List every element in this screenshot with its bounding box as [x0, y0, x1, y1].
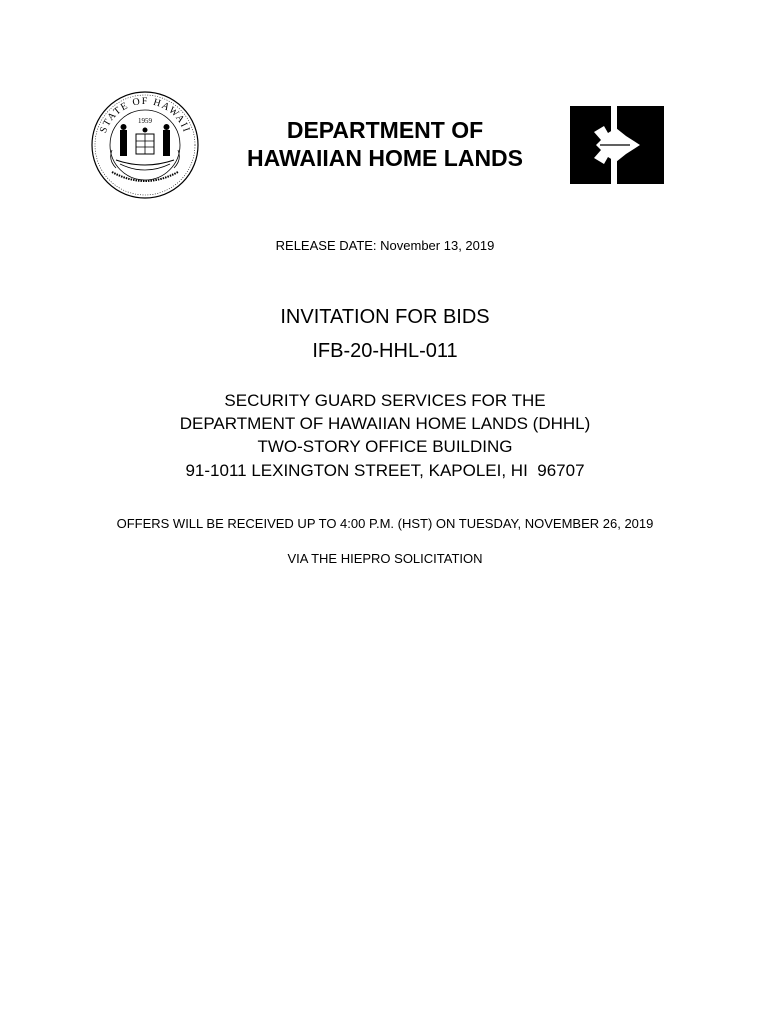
invitation-number: IFB-20-HHL-011 [312, 340, 458, 362]
svg-text:1959: 1959 [138, 117, 152, 125]
release-date: RELEASE DATE: November 13, 2019 [275, 238, 495, 253]
svg-text:STATE OF HAWAII: STATE OF HAWAII [98, 95, 192, 135]
offers-deadline: OFFERS WILL BE RECEIVED UP TO 4:00 P.M. (HST) ON TUESDAY, NOVEMBER 26, 2019 [116, 516, 654, 531]
state-seal-icon [90, 90, 200, 200]
via-solicitation: VIA THE HIEPRO SOLICITATION [287, 551, 483, 566]
services-line-2: DEPARTMENT OF HAWAIIAN HOME LANDS (DHHL) [179, 414, 591, 433]
services-line-1: SECURITY GUARD SERVICES FOR THE [224, 391, 546, 410]
dhhl-logo-icon [570, 106, 664, 184]
services-line-3: TWO-STORY OFFICE BUILDING [257, 437, 513, 456]
department-title-line-2: HAWAIIAN HOME LANDS [247, 145, 523, 171]
services-line-4: 91-1011 LEXINGTON STREET, KAPOLEI, HI 96707 [185, 461, 585, 480]
invitation-title: INVITATION FOR BIDS [280, 306, 490, 328]
department-title-line-1: DEPARTMENT OF [286, 117, 484, 143]
